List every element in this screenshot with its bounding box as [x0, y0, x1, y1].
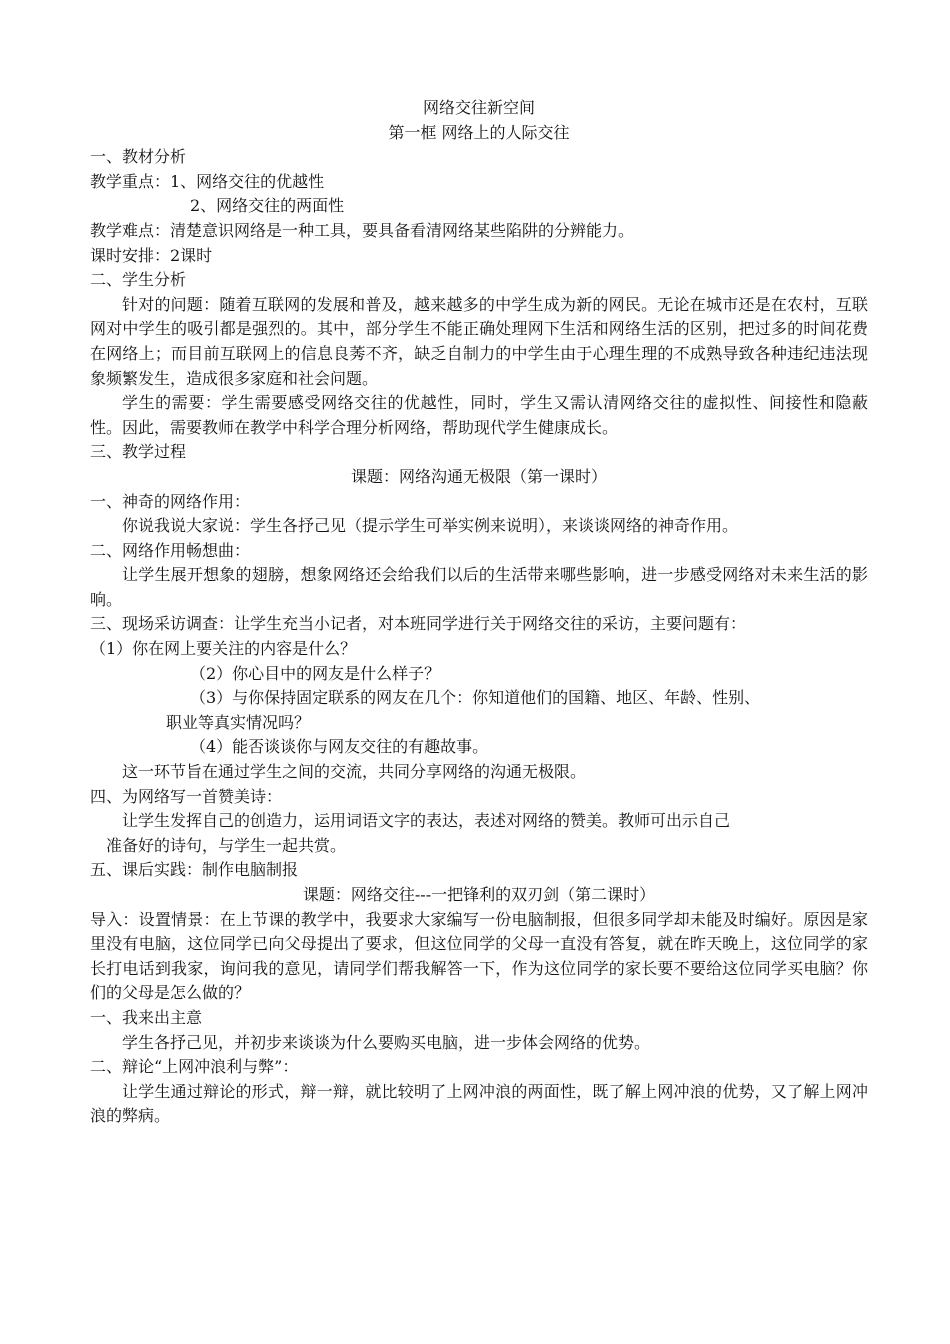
question-3-line-2: 职业等真实情况吗？: [166, 712, 311, 732]
problem-paragraph: 针对的问题：随着互联网的发展和普及，越来越多的中学生成为新的网民。无论在城市还是在农村，互联网对中学生的吸引都是强烈的。其中，部分学生不能正确处理网下生活和网络生活的区别，把过多的时间花费在网络上；而目前互联网上的信息良莠不齐，缺乏自制力的中学生由于心理生理的不成熟导致各种违纪违法现象频繁发生，造成很多家庭和社会问题。: [90, 294, 868, 388]
question-1: （1）你在网上要关注的内容是什么？: [90, 639, 357, 659]
lesson-2-item-1-text: 学生各抒己见，并初步来谈谈为什么要购买电脑，进一步体会网络的优势。: [122, 1032, 651, 1052]
lesson-1-item-1-heading: 一、神奇的网络作用：: [90, 491, 251, 511]
difficulty-line: 教学难点：清楚意识网络是一种工具，要具备看清网络某些陷阱的分辨能力。: [90, 220, 635, 240]
lesson-1-item-5-heading: 五、课后实践：制作电脑制报: [90, 860, 299, 880]
lesson-1-item-1-text: 你说我说大家说：学生各抒己见（提示学生可举实例来说明），来谈谈网络的神奇作用。: [122, 516, 739, 536]
lesson-1-title: 课题：网络沟通无极限（第一课时）: [350, 466, 607, 486]
schedule-line: 课时安排：2课时: [90, 245, 213, 265]
needs-paragraph: 学生的需要：学生需要感受网络交往的优越性，同时，学生又需认清网络交往的虚拟性、间接性和隐蔽性。因此，需要教师在教学中科学合理分析网络，帮助现代学生健康成长。: [90, 393, 868, 437]
lesson-1-item-2-text: 让学生展开想象的翅膀，想象网络还会给我们以后的生活带来哪些影响，进一步感受网络对未来生活的影响。: [90, 565, 868, 609]
lesson-1-item-4-text-line-1: 让学生发挥自己的创造力，运用词语文字的表达，表述对网络的赞美。教师可出示自己: [122, 811, 731, 831]
question-2: （2）你心目中的网友是什么样子？: [190, 663, 441, 683]
key-points-line-1: 教学重点：1、网络交往的优越性: [90, 171, 325, 191]
lesson-2-item-1-heading: 一、我来出主意: [90, 1007, 203, 1027]
lesson-1-item-4-heading: 四、为网络写一首赞美诗：: [90, 786, 283, 806]
question-4: （4）能否谈谈你与网友交往的有趣故事。: [190, 737, 489, 757]
lesson-1-item-3-heading: 三、现场采访调查：让学生充当小记者，对本班同学进行关于网络交往的采访，主要问题有：: [90, 614, 747, 634]
section-heading-textbook-analysis: 一、教材分析: [90, 147, 187, 167]
lesson-1-item-4-text-line-2: 准备好的诗句，与学生一起共赏。: [106, 835, 347, 855]
doc-subtitle: 第一框 网络上的人际交往: [388, 122, 570, 142]
lesson-2-intro-paragraph: 导入：设置情景：在上节课的教学中，我要求大家编写一份电脑制报，但很多同学却未能及时编好。原因是家里没有电脑，这位同学已向父母提出了要求，但这位同学的父母一直没有答复，就在昨天晚上，这位同学的家长打电话到我家，询问我的意见，请同学们帮我解答一下，作为这位同学的家长要不要给这位同学买电脑？你们的父母是怎么做的？: [90, 909, 868, 1003]
key-points-line-2: 2、网络交往的两面性: [190, 196, 345, 216]
lesson-2-item-2-text: 让学生通过辩论的形式，辩一辩，就比较明了上网冲浪的两面性，既了解上网冲浪的优势，又了解上网冲浪的弊病。: [90, 1081, 868, 1126]
question-3-line-1: （3）与你保持固定联系的网友在几个：你知道他们的国籍、地区、年龄、性别、: [190, 688, 761, 708]
lesson-1-item-3-summary: 这一环节旨在通过学生之间的交流，共同分享网络的沟通无极限。: [122, 762, 587, 782]
doc-title: 网络交往新空间: [422, 98, 535, 117]
section-heading-teaching-process: 三、教学过程: [90, 442, 187, 462]
lesson-2-item-2-heading: 二、辩论“上网冲浪利与弊”：: [90, 1057, 299, 1077]
lesson-2-title: 课题：网络交往---一把锋利的双刃剑（第二课时）: [302, 885, 656, 904]
section-heading-student-analysis: 二、学生分析: [90, 270, 187, 290]
lesson-1-item-2-heading: 二、网络作用畅想曲：: [90, 540, 251, 560]
